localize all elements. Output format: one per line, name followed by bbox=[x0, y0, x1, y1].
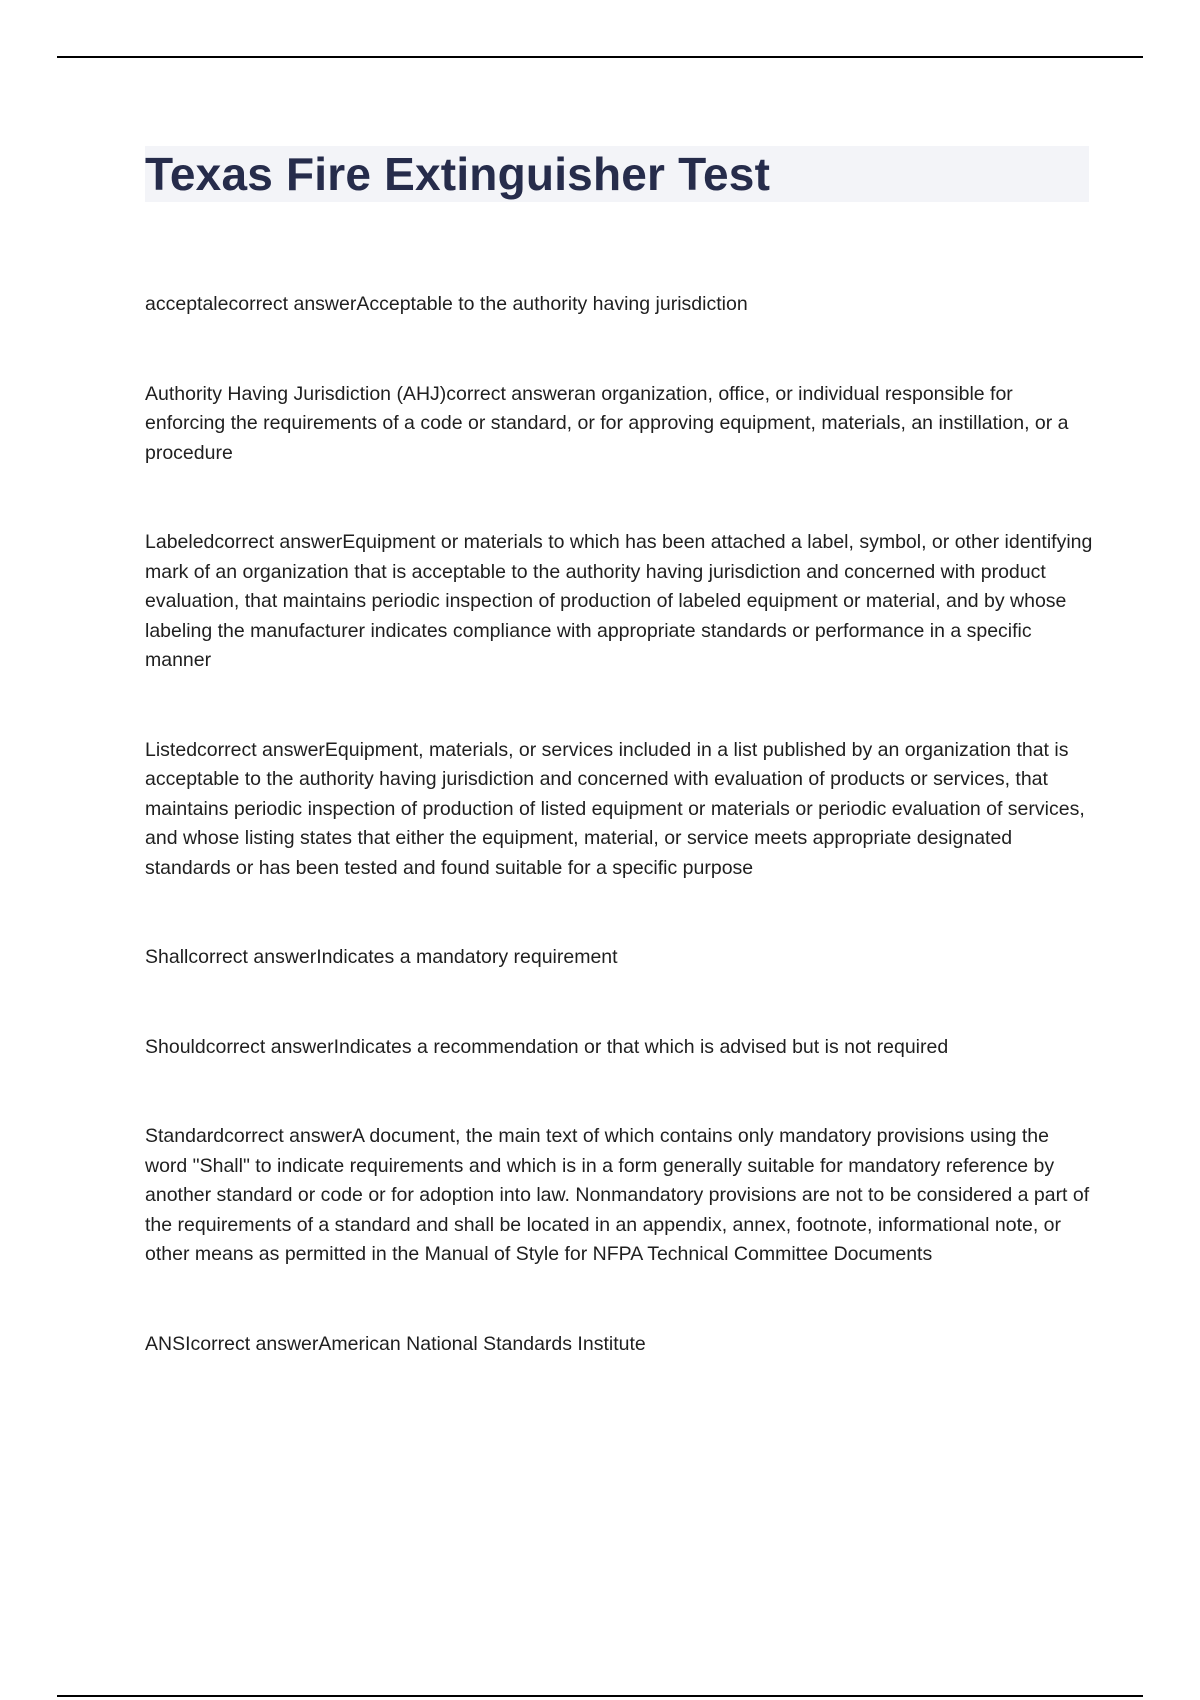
flashcard-entry-should: Shouldcorrect answerIndicates a recommendation or that which is advised but is not required bbox=[145, 1035, 949, 1058]
flashcard-entry-acceptable: acceptalecorrect answerAcceptable to the authority having jurisdiction bbox=[145, 293, 748, 315]
flashcard-entry-labeled: Labeledcorrect answerEquipment or materials to which has been attached a label, symbol, or other identifying mark of an organization that is acceptable to the authority having jurisdiction and concerned with product evaluation, that maintains periodic inspection of production of labeled equipment or material, and by whose labeling the manufacturer indicates compliance with appropriate standards or performance in a specific manner bbox=[145, 531, 1093, 671]
header-rule bbox=[57, 56, 1143, 58]
flashcard-entry-listed: Listedcorrect answerEquipment, materials, or services included in a list published by an organization that is acceptable to the authority having jurisdiction and concerned with evaluation of products or services, that maintains periodic inspection of production of listed equipment or materials or periodic evaluation of services, and whose listing states that either the equipment, material, or service meets appropriate designated standards or has been tested and found suitable for a specific purpose bbox=[145, 738, 1085, 879]
flashcard-entry-ahj: Authority Having Jurisdiction (AHJ)correct answeran organization, office, or individual responsible for enforcing the requirements of a code or standard, or for approving equipment, materials, an instillation, or a procedure bbox=[145, 382, 1069, 464]
flashcard-entry-shall: Shallcorrect answerIndicates a mandatory requirement bbox=[145, 946, 618, 968]
flashcard-entry-ansi: ANSIcorrect answerAmerican National Standards Institute bbox=[145, 1332, 646, 1355]
footer-rule bbox=[57, 1695, 1143, 1697]
flashcard-list bbox=[145, 290, 1095, 1419]
flashcard-entry-standard: Standardcorrect answerA document, the main text of which contains only mandatory provisions using the word "Shall" to indicate requirements and which is in a form generally suitable for mandatory reference by another standard or code or for adoption into law. Nonmandatory provisions are not to be considered a part of the requirements of a standard and shall be located in an appendix, annex, footnote, informational note, or other means as permitted in the Manual of Style for NFPA Technical Committee Documents bbox=[145, 1125, 1090, 1265]
document-title: Texas Fire Extinguisher Test bbox=[145, 148, 771, 200]
